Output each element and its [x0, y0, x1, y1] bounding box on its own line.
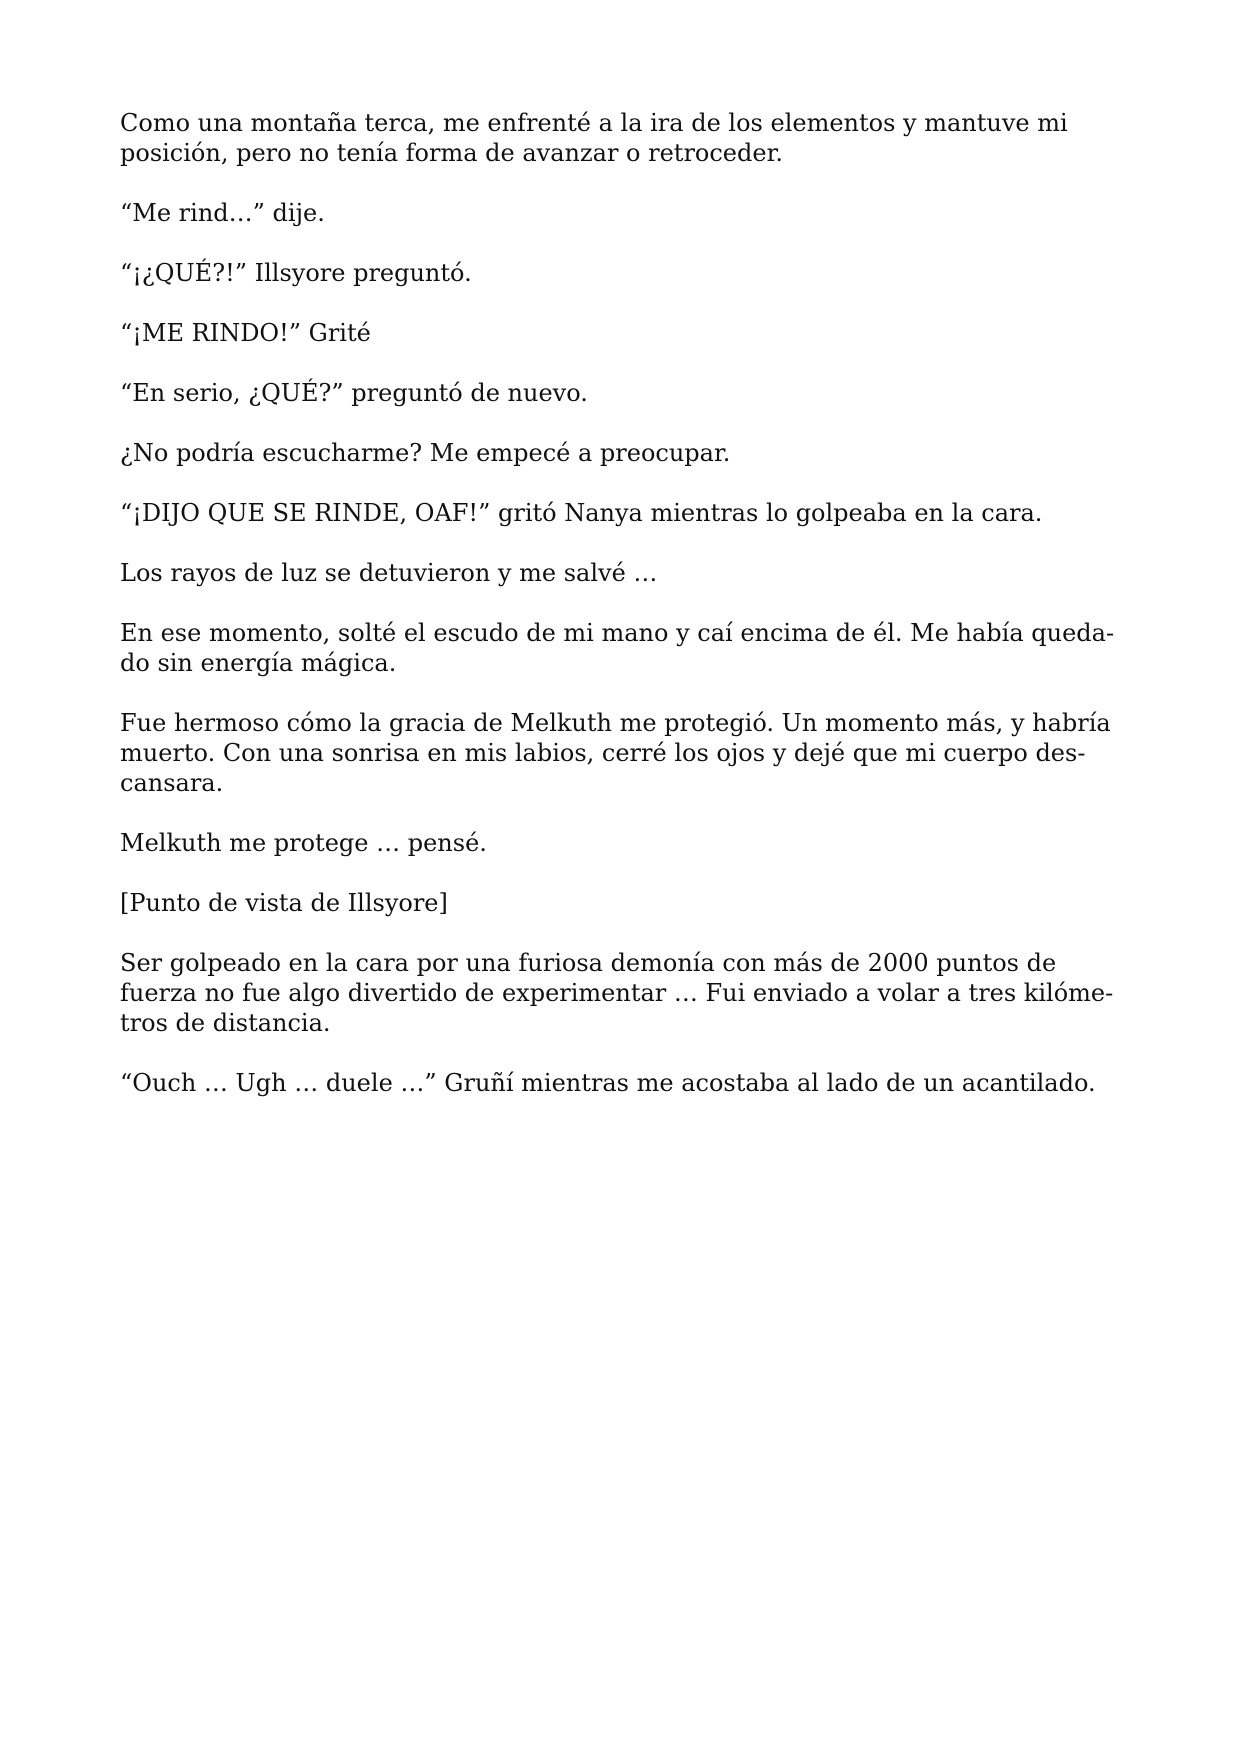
paragraph: Los rayos de luz se detuvieron y me salvé … — [120, 559, 658, 587]
paragraph: “¡DIJO QUE SE RINDE, OAF!” gritó Nanya mientras lo golpeaba en la cara. — [120, 499, 1043, 527]
paragraph: “¡ME RINDO!” Grité — [120, 319, 371, 347]
paragraph: “En serio, ¿QUÉ?” preguntó de nuevo. — [120, 379, 588, 407]
section-heading: [Punto de vista de Illsyore] — [120, 889, 448, 917]
body-text — [120, 108, 1120, 1128]
paragraph: “Ouch … Ugh … duele …” Gruñí mientras me acostaba al lado de un acantilado. — [120, 1069, 1096, 1097]
paragraph: Ser golpeado en la cara por una furiosa demonía con más de 2000 puntos de fuerza no fue algo divertido de experimentar … Fui enviado a volar a tres kilóme- tros de distancia. — [120, 949, 1114, 1037]
paragraph: “Me rind…” dije. — [120, 199, 325, 227]
paragraph: En ese momento, solté el escudo de mi mano y caí encima de él. Me había queda- do sin energía mágica. — [120, 619, 1115, 677]
paragraph: ¿No podría escucharme? Me empecé a preocupar. — [120, 439, 731, 467]
paragraph: “¡¿QUÉ?!” Illsyore preguntó. — [120, 259, 472, 287]
paragraph: Como una montaña terca, me enfrenté a la ira de los elementos y mantuve mi posición, pero no tenía forma de avanzar o retroceder. — [120, 109, 1068, 167]
paragraph: Melkuth me protege … pensé. — [120, 829, 487, 857]
paragraph: Fue hermoso cómo la gracia de Melkuth me protegió. Un momento más, y habría muerto. Con una sonrisa en mis labios, cerré los ojos y dejé que mi cuerpo des- cansara. — [120, 709, 1111, 797]
